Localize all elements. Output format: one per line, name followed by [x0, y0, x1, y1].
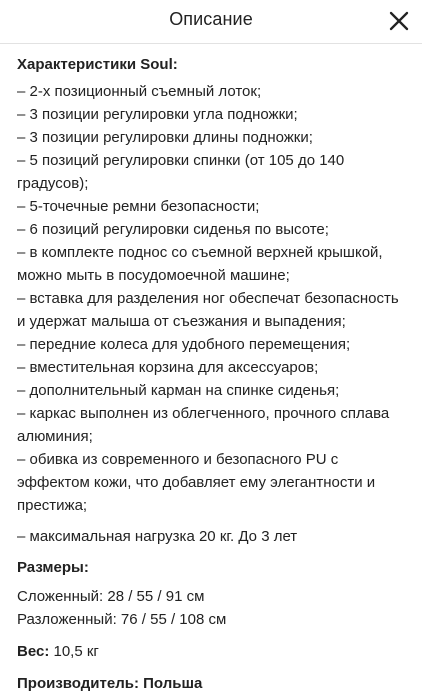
- weight-label: Вес:: [17, 643, 50, 660]
- spec-item: – 5 позиций регулировки спинки (от 105 до 140 градусов);: [17, 152, 345, 192]
- spec-item: – дополнительный карман на спинке сиденья;: [17, 382, 340, 399]
- spec-item: – каркас выполнен из облегченного, прочного сплава алюминия;: [17, 405, 390, 445]
- spec-item: – вместительная корзина для аксессуаров;: [17, 359, 319, 376]
- spacer: [17, 517, 410, 525]
- manufacturer-label: Производитель:: [17, 675, 139, 692]
- weight-row: [17, 640, 410, 663]
- dimensions-unfolded: Разложенный: 76 / 55 / 108 см: [17, 611, 227, 628]
- specs-list: [17, 80, 410, 517]
- specs-heading: Характеристики Soul:: [17, 56, 178, 73]
- manufacturer-row: [17, 672, 410, 695]
- spec-item: – в комплекте поднос со съемной верхней крышкой, можно мыть в посудомоечной машине;: [17, 244, 383, 284]
- close-button[interactable]: [386, 8, 412, 34]
- dimensions-folded: Сложенный: 28 / 55 / 91 см: [17, 588, 205, 605]
- spec-item: – 3 позиции регулировки угла подножки;: [17, 106, 298, 123]
- spec-item: – 2-х позиционный съемный лоток;: [17, 83, 262, 100]
- page-title: Описание: [169, 9, 253, 29]
- header-bar: [0, 0, 422, 44]
- weight-value: 10,5 кг: [49, 643, 99, 660]
- dimensions-heading: Размеры:: [17, 559, 89, 576]
- spec-item: – передние колеса для удобного перемещения;: [17, 336, 351, 353]
- manufacturer-value: Польша: [138, 675, 203, 692]
- spec-item: – обивка из современного и безопасного PU с эффектом кожи, что добавляет ему элегантности и престижа;: [17, 451, 376, 514]
- spec-item-max-load: – максимальная нагрузка 20 кг. До 3 лет: [17, 528, 298, 545]
- close-icon: [386, 8, 412, 34]
- spec-item: – 5-точечные ремни безопасности;: [17, 198, 260, 215]
- spec-item: – вставка для разделения ног обеспечат безопасность и удержат малыша от съезжания и выпадения;: [17, 290, 399, 330]
- spec-item: – 6 позиций регулировки сиденья по высоте;: [17, 221, 329, 238]
- description-content: [0, 44, 422, 695]
- spec-item: – 3 позиции регулировки длины подножки;: [17, 129, 313, 146]
